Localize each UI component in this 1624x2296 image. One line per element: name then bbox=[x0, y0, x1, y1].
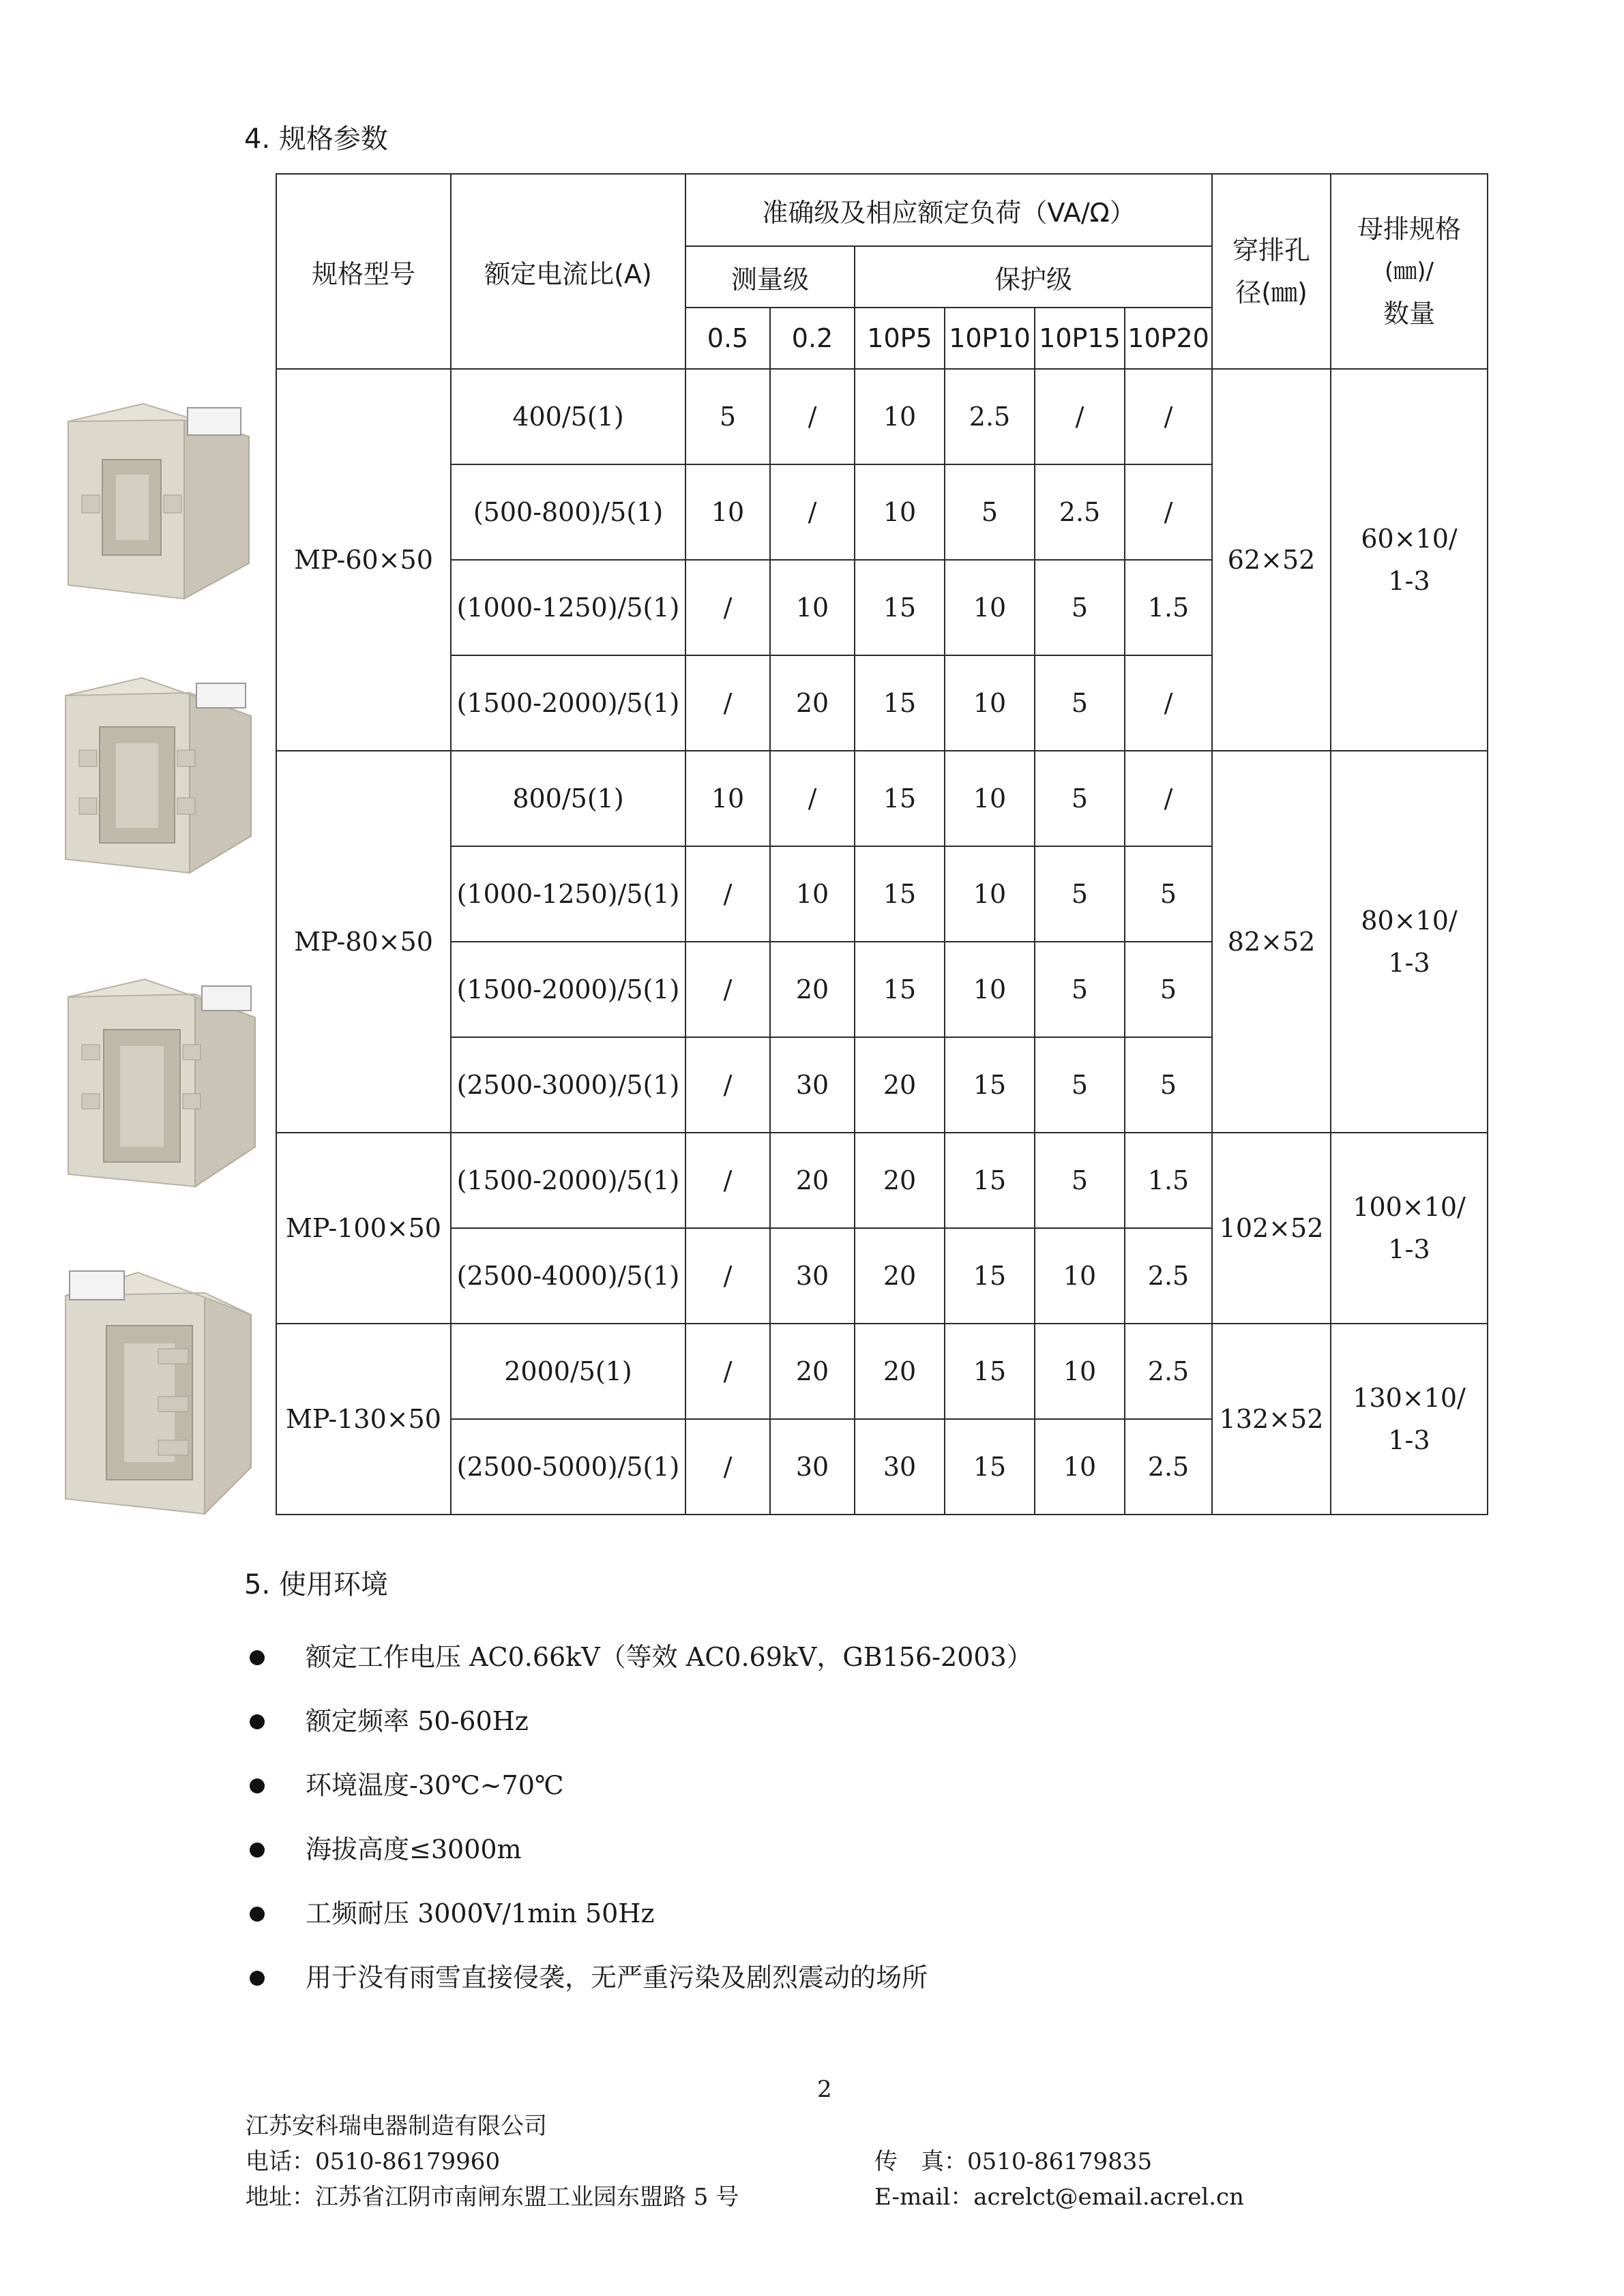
ratio-cell: (1500-2000)/5(1) bbox=[451, 942, 685, 1037]
value-cell: / bbox=[770, 464, 855, 560]
value-cell: 1.5 bbox=[1125, 1133, 1212, 1228]
value-cell: 15 bbox=[945, 1228, 1035, 1324]
footer-fax: 传 真：0510-86179835 bbox=[874, 2148, 1153, 2175]
header-hole bbox=[1212, 174, 1331, 369]
list-item-text: 海拔高度≤3000m bbox=[306, 1834, 522, 1864]
busbar-line2: 1-3 bbox=[1388, 566, 1430, 596]
value-cell: / bbox=[685, 560, 770, 655]
value-cell: 10 bbox=[945, 942, 1035, 1037]
value-cell: 10 bbox=[685, 464, 770, 560]
hole-cell: 132×52 bbox=[1212, 1324, 1331, 1515]
value-cell: 10 bbox=[1035, 1324, 1125, 1419]
value-cell: 5 bbox=[1035, 751, 1125, 846]
value-cell: / bbox=[685, 1324, 770, 1419]
bullet-dot-icon bbox=[250, 1714, 265, 1729]
value-cell: / bbox=[770, 369, 855, 464]
value-cell: 10 bbox=[770, 846, 855, 942]
header-class: 10P5 bbox=[855, 308, 945, 369]
value-cell: 15 bbox=[945, 1419, 1035, 1515]
value-cell: 10 bbox=[1035, 1228, 1125, 1324]
value-cell: 15 bbox=[945, 1133, 1035, 1228]
value-cell: / bbox=[685, 1133, 770, 1228]
ratio-cell: 800/5(1) bbox=[451, 751, 685, 846]
value-cell: 5 bbox=[1035, 655, 1125, 751]
bullet-dot-icon bbox=[250, 1778, 265, 1793]
model-cell: MP-100×50 bbox=[276, 1133, 451, 1324]
footer-address: 地址：江苏省江阴市南闸东盟工业园东盟路 5 号 bbox=[246, 2183, 739, 2211]
ratio-cell: (1500-2000)/5(1) bbox=[451, 1133, 685, 1228]
model-cell: MP-130×50 bbox=[276, 1324, 451, 1515]
header-hole-line1: 穿排孔 bbox=[1232, 235, 1311, 265]
model-cell: MP-60×50 bbox=[276, 369, 451, 751]
bullet-dot-icon bbox=[250, 1907, 265, 1922]
value-cell: 10 bbox=[945, 560, 1035, 655]
model-cell: MP-80×50 bbox=[276, 751, 451, 1133]
value-cell: / bbox=[685, 846, 770, 942]
section-4-title: 4. 规格参数 bbox=[244, 123, 388, 155]
header-measure: 测量级 bbox=[685, 246, 855, 308]
value-cell: 5 bbox=[1125, 1037, 1212, 1133]
value-cell: 5 bbox=[1125, 846, 1212, 942]
value-cell: 30 bbox=[770, 1037, 855, 1133]
header-protect: 保护级 bbox=[855, 246, 1212, 308]
list-item-text: 环境温度-30℃~70℃ bbox=[306, 1770, 564, 1800]
list-item-text: 用于没有雨雪直接侵袭，无严重污染及剧烈震动的场所 bbox=[306, 1963, 928, 1993]
value-cell: 20 bbox=[770, 1324, 855, 1419]
list-item bbox=[244, 1765, 1033, 1829]
header-hole-line2: 径(㎜) bbox=[1235, 278, 1308, 308]
value-cell: 2.5 bbox=[1125, 1228, 1212, 1324]
value-cell: 20 bbox=[855, 1324, 945, 1419]
ratio-cell: (1500-2000)/5(1) bbox=[451, 655, 685, 751]
value-cell: 10 bbox=[685, 751, 770, 846]
value-cell: 1.5 bbox=[1125, 560, 1212, 655]
busbar-line2: 1-3 bbox=[1388, 1425, 1430, 1455]
list-item bbox=[244, 1957, 1033, 2021]
ratio-cell: (1000-1250)/5(1) bbox=[451, 846, 685, 942]
header-class: 0.2 bbox=[770, 308, 855, 369]
busbar-line2: 1-3 bbox=[1388, 1234, 1430, 1264]
ratio-cell: (500-800)/5(1) bbox=[451, 464, 685, 560]
list-item-text: 额定工作电压 AC0.66kV（等效 AC0.69kV，GB156-2003） bbox=[306, 1642, 1033, 1672]
value-cell: 10 bbox=[1035, 1419, 1125, 1515]
table-row bbox=[276, 1133, 1488, 1228]
busbar-line1: 60×10/ bbox=[1361, 524, 1458, 554]
value-cell: 15 bbox=[945, 1324, 1035, 1419]
header-ratio: 额定电流比(A) bbox=[451, 174, 685, 369]
footer-company: 江苏安科瑞电器制造有限公司 bbox=[246, 2113, 547, 2140]
busbar-line1: 130×10/ bbox=[1353, 1383, 1466, 1413]
value-cell: 30 bbox=[770, 1419, 855, 1515]
list-item bbox=[244, 1637, 1033, 1701]
ratio-cell: (1000-1250)/5(1) bbox=[451, 560, 685, 655]
value-cell: 20 bbox=[770, 942, 855, 1037]
ratio-cell: 2000/5(1) bbox=[451, 1324, 685, 1419]
bullet-dot-icon bbox=[250, 1971, 265, 1986]
value-cell: / bbox=[1125, 464, 1212, 560]
header-busbar-line1: 母排规格 bbox=[1357, 214, 1462, 244]
header-class: 10P10 bbox=[945, 308, 1035, 369]
value-cell: / bbox=[685, 655, 770, 751]
list-item-text: 额定频率 50-60Hz bbox=[306, 1706, 529, 1736]
busbar-cell bbox=[1331, 369, 1488, 751]
table-row bbox=[276, 1324, 1488, 1419]
value-cell: 20 bbox=[855, 1228, 945, 1324]
page-number: 2 bbox=[817, 2076, 832, 2103]
value-cell: 10 bbox=[855, 369, 945, 464]
value-cell: 15 bbox=[855, 560, 945, 655]
value-cell: / bbox=[685, 942, 770, 1037]
footer-email: E-mail：acrelct@email.acrel.cn bbox=[874, 2183, 1244, 2211]
value-cell: 2.5 bbox=[1125, 1419, 1212, 1515]
value-cell: 5 bbox=[1035, 1133, 1125, 1228]
value-cell: 5 bbox=[1035, 942, 1125, 1037]
value-cell: 10 bbox=[945, 751, 1035, 846]
value-cell: / bbox=[685, 1037, 770, 1133]
value-cell: / bbox=[685, 1228, 770, 1324]
hole-cell: 102×52 bbox=[1212, 1133, 1331, 1324]
value-cell: 15 bbox=[855, 846, 945, 942]
value-cell: 15 bbox=[945, 1037, 1035, 1133]
footer-phone: 电话：0510-86179960 bbox=[246, 2148, 501, 2175]
busbar-line1: 80×10/ bbox=[1361, 906, 1458, 936]
value-cell: 30 bbox=[855, 1419, 945, 1515]
list-item bbox=[244, 1893, 1033, 1957]
ratio-cell: (2500-4000)/5(1) bbox=[451, 1228, 685, 1324]
busbar-line2: 1-3 bbox=[1388, 948, 1430, 978]
list-item bbox=[244, 1701, 1033, 1765]
value-cell: / bbox=[1125, 655, 1212, 751]
value-cell: 15 bbox=[855, 751, 945, 846]
value-cell: / bbox=[685, 1419, 770, 1515]
product-photo-mp130 bbox=[63, 1263, 261, 1522]
hole-cell: 82×52 bbox=[1212, 751, 1331, 1133]
header-accuracy: 准确级及相应额定负荷（VA/Ω） bbox=[685, 174, 1212, 246]
hole-cell: 62×52 bbox=[1212, 369, 1331, 751]
header-model: 规格型号 bbox=[276, 174, 451, 369]
value-cell: 2.5 bbox=[1035, 464, 1125, 560]
product-photo-mp100 bbox=[63, 976, 261, 1195]
value-cell: 15 bbox=[855, 942, 945, 1037]
value-cell: 20 bbox=[855, 1037, 945, 1133]
value-cell: 10 bbox=[770, 560, 855, 655]
busbar-cell bbox=[1331, 751, 1488, 1133]
value-cell: 5 bbox=[1125, 942, 1212, 1037]
value-cell: 5 bbox=[1035, 846, 1125, 942]
header-busbar bbox=[1331, 174, 1488, 369]
value-cell: 20 bbox=[770, 655, 855, 751]
table-row bbox=[276, 369, 1488, 464]
value-cell: 2.5 bbox=[1125, 1324, 1212, 1419]
busbar-cell bbox=[1331, 1324, 1488, 1515]
busbar-cell bbox=[1331, 1133, 1488, 1324]
value-cell: 15 bbox=[855, 655, 945, 751]
list-item-text: 工频耐压 3000V/1min 50Hz bbox=[306, 1898, 655, 1928]
value-cell: 5 bbox=[1035, 560, 1125, 655]
value-cell: 10 bbox=[855, 464, 945, 560]
product-photo-mp60 bbox=[61, 400, 259, 604]
ratio-cell: 400/5(1) bbox=[451, 369, 685, 464]
value-cell: 5 bbox=[945, 464, 1035, 560]
header-busbar-line3: 数量 bbox=[1383, 299, 1436, 329]
value-cell: 10 bbox=[945, 846, 1035, 942]
list-item bbox=[244, 1829, 1033, 1893]
bullet-dot-icon bbox=[250, 1843, 265, 1858]
busbar-line1: 100×10/ bbox=[1353, 1192, 1466, 1222]
value-cell: 30 bbox=[770, 1228, 855, 1324]
value-cell: / bbox=[1125, 751, 1212, 846]
value-cell: 20 bbox=[770, 1133, 855, 1228]
section-5-title: 5. 使用环境 bbox=[244, 1569, 388, 1600]
value-cell: 5 bbox=[1035, 1037, 1125, 1133]
table-row bbox=[276, 751, 1488, 846]
header-class: 10P15 bbox=[1035, 308, 1125, 369]
value-cell: 10 bbox=[945, 655, 1035, 751]
value-cell: / bbox=[1125, 369, 1212, 464]
value-cell: 2.5 bbox=[945, 369, 1035, 464]
spec-table bbox=[276, 173, 1488, 1515]
header-class: 0.5 bbox=[685, 308, 770, 369]
header-class: 10P20 bbox=[1125, 308, 1212, 369]
environment-list bbox=[244, 1637, 1033, 2021]
value-cell: 5 bbox=[685, 369, 770, 464]
bullet-dot-icon bbox=[250, 1650, 265, 1665]
value-cell: 20 bbox=[855, 1133, 945, 1228]
ratio-cell: (2500-5000)/5(1) bbox=[451, 1419, 685, 1515]
header-busbar-line2: (㎜)/ bbox=[1385, 258, 1434, 285]
value-cell: / bbox=[1035, 369, 1125, 464]
value-cell: / bbox=[770, 751, 855, 846]
ratio-cell: (2500-3000)/5(1) bbox=[451, 1037, 685, 1133]
product-photo-mp80 bbox=[60, 675, 258, 880]
